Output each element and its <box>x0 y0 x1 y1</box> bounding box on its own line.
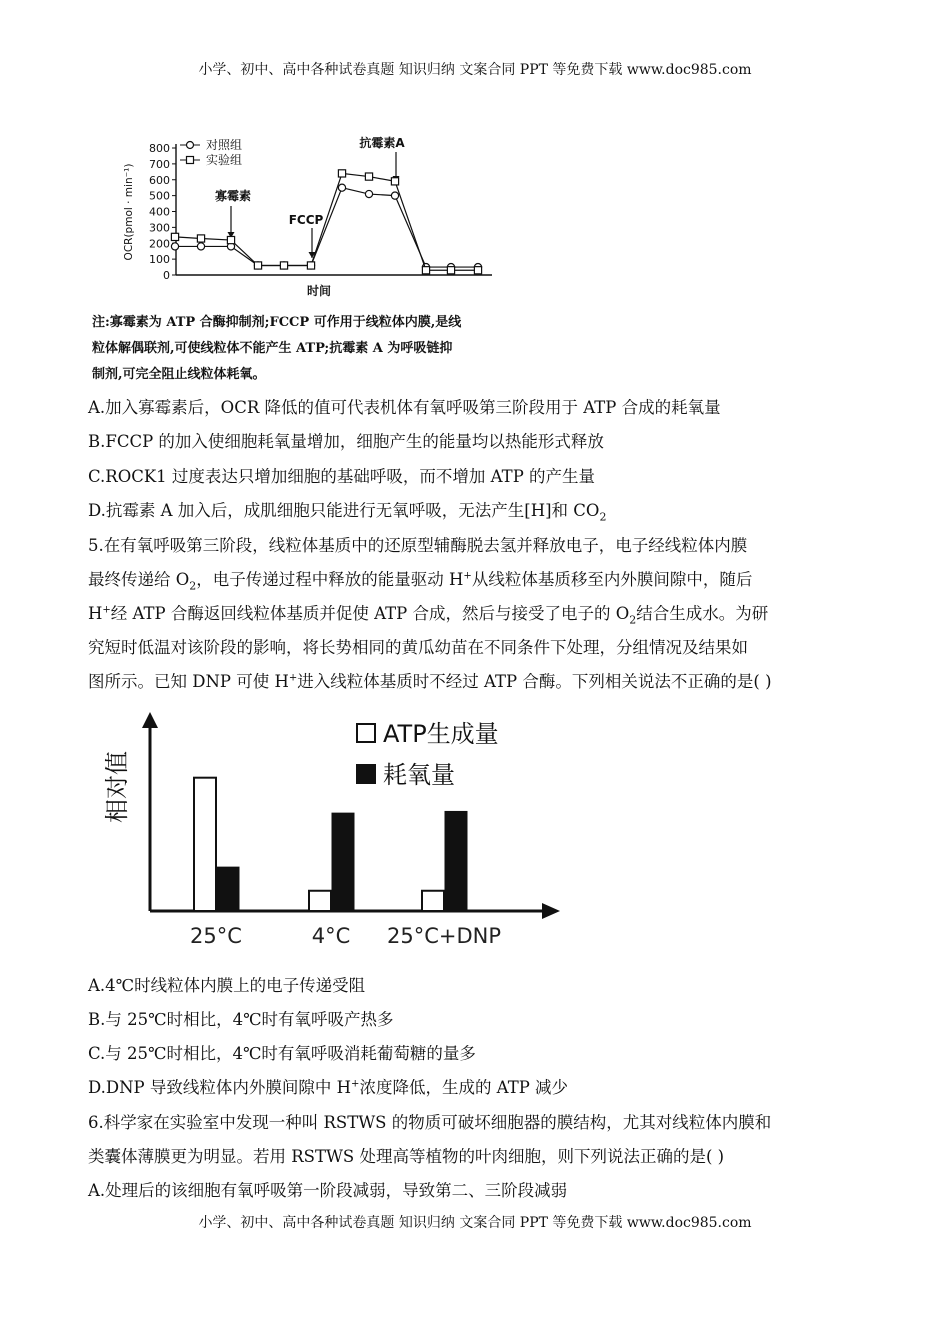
annotation-label: 寡霉素 <box>214 189 252 203</box>
q6-stem-line-1: 6.科学家在实验室中发现一种叫 RSTWS 的物质可破坏细胞器的膜结构，尤其对线粒体内膜和 <box>88 1113 772 1132</box>
data-point-experiment <box>280 262 287 269</box>
data-point-experiment <box>227 236 234 243</box>
x-tick-label: 25°C <box>190 924 242 948</box>
bar-atp <box>194 778 216 911</box>
data-point-experiment <box>391 178 398 185</box>
data-point-experiment <box>197 235 204 242</box>
q6-stem-line-2: 类囊体薄膜更为明显。若用 RSTWS 处理高等植物的叶肉细胞，则下列说法正确的是( ) <box>88 1147 725 1166</box>
q5-option-d: D.DNP 导致线粒体内外膜间隙中 H+浓度降低，生成的 ATP 减少 <box>88 1078 569 1097</box>
q5-option-c: C.与 25℃时相比，4℃时有氧呼吸消耗葡萄糖的量多 <box>88 1044 476 1063</box>
y-tick-label: 600 <box>149 173 170 187</box>
annotation-label: 抗霉素A <box>359 136 405 150</box>
q5-stem-line-3: H+经 ATP 合酶返回线粒体基质并促使 ATP 合成，然后与接受了电子的 $O_2$结合生成水。为研 <box>88 604 769 627</box>
bar-oxygen <box>217 867 239 911</box>
x-axis-arrow <box>542 903 560 919</box>
series-line-experiment <box>175 173 478 270</box>
q4-option-d: D.抗霉素 A 加入后，成肌细胞只能进行无氧呼吸，无法产生[H]和 $CO_2$ <box>88 501 607 524</box>
q5-stem-line-1: 5.在有氧呼吸第三阶段，线粒体基质中的还原型辅酶脱去氢并释放电子，电子经线粒体内膜 <box>88 536 748 555</box>
q4-option-b: B.FCCP 的加入使细胞耗氧量增加，细胞产生的能量均以热能形式释放 <box>88 432 604 451</box>
q5-option-a: A.4℃时线粒体内膜上的电子传递受阻 <box>88 976 366 995</box>
chart-note-line-2: 粒体解偶联剂,可使线粒体不能产生 ATP;抗霉素 A 为呼吸链抑 <box>92 341 453 356</box>
x-axis-label: 时间 <box>306 284 332 298</box>
bar-atp <box>422 891 444 911</box>
q4-option-a: A.加入寡霉素后，OCR 降低的值可代表机体有氧呼吸第三阶段用于 ATP 合成的耗氧量 <box>88 398 721 417</box>
q5-stem-line-5: 图所示。已知 DNP 可使 H+进入线粒体基质时不经过 ATP 合酶。下列相关说法不正确的是( ) <box>88 672 772 691</box>
legend-label-control: 对照组 <box>206 138 243 152</box>
data-point-control <box>391 192 398 199</box>
data-point-experiment <box>474 267 481 274</box>
data-point-experiment <box>254 262 261 269</box>
legend-label-experiment: 实验组 <box>206 153 243 167</box>
legend-marker-experiment <box>187 157 194 164</box>
y-tick-label: 100 <box>149 253 170 267</box>
data-point-experiment <box>171 233 178 240</box>
y-tick-label: 800 <box>149 142 170 155</box>
y-axis-label: OCR(pmol · min⁻¹) <box>123 163 135 261</box>
legend-label-oxygen: 耗氧量 <box>383 761 455 789</box>
y-tick-label: 700 <box>149 157 170 171</box>
x-tick-label: 25°C+DNP <box>386 924 502 948</box>
page-footer: 小学、初中、高中各种试卷真题 知识归纳 文案合同 PPT 等免费下载 www.doc985.com <box>198 1215 752 1231</box>
y-tick-label: 0 <box>163 269 170 282</box>
annotation-label: FCCP <box>288 213 324 227</box>
data-point-experiment <box>447 267 454 274</box>
legend-swatch-oxygen <box>357 765 375 783</box>
relative-value-bar-chart <box>100 702 560 952</box>
data-point-experiment <box>338 170 345 177</box>
x-tick-label: 4°C <box>311 924 351 948</box>
y-tick-label: 300 <box>149 221 170 235</box>
data-point-experiment <box>365 173 372 180</box>
chart-note-line-1: 注:寡霉素为 ATP 合酶抑制剂;FCCP 可作用于线粒体内膜,是线 <box>92 315 462 330</box>
y-tick-label: 200 <box>149 237 170 251</box>
q5-stem-line-2: 最终传递给 $O_2$，电子传递过程中释放的能量驱动 H+从线粒体基质移至内外膜间隙中，随后 <box>88 570 753 593</box>
ocr-line-chart <box>120 132 540 322</box>
bar-atp <box>309 891 331 911</box>
legend-swatch-atp <box>357 724 375 742</box>
data-point-experiment <box>422 267 429 274</box>
chart-note-line-3: 制剂,可完全阻止线粒体耗氧。 <box>92 367 266 382</box>
y-axis-arrow <box>142 712 158 728</box>
bar-oxygen <box>445 811 467 911</box>
page-header: 小学、初中、高中各种试卷真题 知识归纳 文案合同 PPT 等免费下载 www.doc985.com <box>198 62 752 78</box>
data-point-experiment <box>307 262 314 269</box>
y-tick-label: 500 <box>149 189 170 203</box>
data-point-control <box>171 243 178 250</box>
q4-option-c: C.ROCK1 过度表达只增加细胞的基础呼吸，而不增加 ATP 的产生量 <box>88 467 596 486</box>
data-point-control <box>365 190 372 197</box>
y-tick-label: 400 <box>149 205 170 219</box>
q6-option-a: A.处理后的该细胞有氧呼吸第一阶段减弱，导致第二、三阶段减弱 <box>88 1181 568 1200</box>
data-point-control <box>197 243 204 250</box>
data-point-control <box>338 184 345 191</box>
q5-option-b: B.与 25℃时相比，4℃时有氧呼吸产热多 <box>88 1010 394 1029</box>
legend-marker-control <box>187 142 194 149</box>
q5-stem-line-4: 究短时低温对该阶段的影响，将长势相同的黄瓜幼苗在不同条件下处理，分组情况及结果如 <box>88 638 748 657</box>
bar-oxygen <box>332 813 354 911</box>
y-axis-label: 相对值 <box>103 751 131 823</box>
legend-label-atp: ATP生成量 <box>383 720 499 748</box>
